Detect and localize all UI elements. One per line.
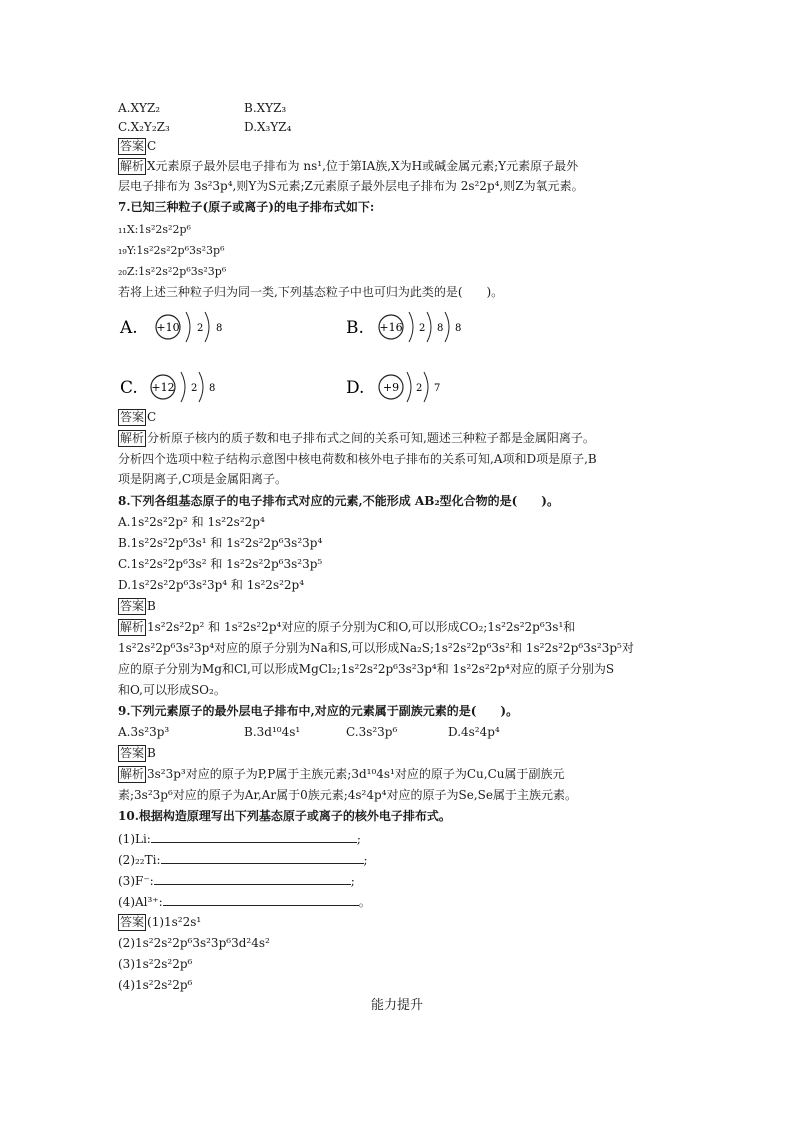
answer-tag: 答案: [120, 139, 145, 153]
analysis-tag: 解析: [120, 159, 145, 173]
q10-answer-2: (2)1s²2s²2p⁶3s²3p⁶3d²4s²: [118, 936, 270, 950]
q10-part3-blank[interactable]: [154, 872, 351, 885]
q10-part2: [118, 851, 368, 869]
diagram-b-shell2: 8: [437, 323, 444, 334]
q9-option-a: A.3s²3p³: [118, 725, 170, 739]
diagram-a-label: A.: [120, 318, 138, 338]
diagram-b-shell1-arc: [409, 312, 413, 342]
analysis-tag: 解析: [120, 620, 145, 634]
q8-analysis-line1: 1s²2s²2p² 和 1s²2s²2p⁴对应的原子分别为C和O,可以形成CO₂;1s²2s²2p⁶3s¹和: [147, 620, 576, 634]
diagram-d-shell2: 7: [434, 383, 441, 394]
q10-answer-3: (3)1s²2s²2p⁶: [118, 957, 193, 971]
q7-analysis: [118, 430, 595, 447]
q10-part2-blank[interactable]: [161, 851, 364, 864]
q8-stem: 8.下列各组基态原子的电子排布式对应的元素,不能形成 AB₂型化合物的是( )。: [118, 494, 559, 508]
q10-answer: [118, 914, 201, 931]
q10-part1: [118, 830, 361, 848]
q9-analysis-line1: 3s²3p³对应的原子为P,P属于主族元素;3d¹⁰4s¹对应的原子为Cu,Cu属于副族元: [147, 767, 565, 781]
diagram-a-shell2-arc: [205, 312, 209, 342]
q10-part4-label: (4)Al³⁺:: [118, 895, 163, 909]
q10-part1-end: ;: [356, 832, 361, 846]
answer-tag: 答案: [120, 746, 145, 760]
q6-analysis-line2: 层电子排布为 3s²3p⁴,则Y为S元素;Z元素原子最外层电子排布为 2s²2p⁴,则Z为氧元素。: [118, 179, 584, 193]
q10-part2-end: ;: [363, 853, 368, 867]
q6-option-c: C.X₂Y₂Z₃: [118, 120, 170, 134]
diagram-b-shell3-arc: [445, 312, 449, 342]
q9-stem: 9.下列元素原子的最外层电子排布中,对应的元素属于副族元素的是( )。: [118, 704, 519, 718]
q10-answer-1: (1)1s²2s¹: [147, 915, 202, 929]
q8-analysis: [118, 619, 575, 636]
q8-analysis-line3: 应的原子分别为Mg和Cl,可以形成MgCl₂;1s²2s²2p⁶3s²3p⁴和 1s²2s²2p⁴对应的原子分别为S: [118, 662, 615, 676]
answer-tag: 答案: [120, 915, 145, 929]
q10-part2-label: (2)₂₂Ti:: [118, 853, 161, 867]
diagram-c-shell1: 2: [191, 383, 198, 394]
diagram-option-d: [346, 372, 440, 402]
q8-analysis-line4: 和O,可以形成SO₂。: [118, 683, 226, 697]
q8-option-c: C.1s²2s²2p⁶3s² 和 1s²2s²2p⁶3s²3p⁵: [118, 557, 323, 571]
q9-answer-value: B: [147, 746, 156, 760]
q10-part4: [118, 893, 371, 911]
analysis-tag: 解析: [120, 431, 145, 445]
q8-answer-value: B: [147, 599, 156, 613]
q10-part4-blank[interactable]: [163, 893, 359, 906]
diagram-a-shell2: 8: [216, 323, 223, 334]
q7-analysis-line2: 分析四个选项中粒子结构示意图中核电荷数和核外电子排布的关系可知,A项和D项是原子,B: [118, 452, 597, 466]
diagram-b-shell1: 2: [419, 323, 426, 334]
diagram-b-shell3: 8: [455, 323, 462, 334]
diagram-b-label: B.: [346, 318, 364, 338]
diagram-a-charge: +10: [156, 321, 180, 334]
q6-answer: [118, 138, 156, 155]
q8-option-a: A.1s²2s²2p² 和 1s²2s²2p⁴: [118, 515, 265, 529]
q10-part3-label: (3)F⁻:: [118, 874, 154, 888]
q7-answer: [118, 409, 156, 426]
q9-analysis: [118, 766, 565, 783]
diagram-option-c: [120, 372, 215, 402]
q9-option-c: C.3s²3p⁶: [346, 725, 398, 739]
q6-option-a: A.XYZ₂: [118, 101, 161, 115]
diagram-d-charge: +9: [382, 381, 400, 394]
q6-option-b: B.XYZ₃: [244, 101, 287, 115]
q6-analysis-line1: X元素原子最外层电子排布为 ns¹,位于第ⅠA族,X为H或碱金属元素;Y元素原子最外: [147, 159, 579, 173]
q8-option-d: D.1s²2s²2p⁶3s²3p⁴ 和 1s²2s²2p⁴: [118, 578, 305, 592]
q6-analysis: [118, 158, 578, 175]
q10-part3: [118, 872, 355, 890]
q9-analysis-line2: 素;3s²3p⁶对应的原子为Ar,Ar属于0族元素;4s²4p⁴对应的原子为Se,Se属于主族元素。: [118, 788, 577, 802]
q10-answer-4: (4)1s²2s²2p⁶: [118, 978, 193, 992]
diagram-c-shell1-arc: [181, 372, 185, 402]
answer-tag: 答案: [120, 410, 145, 424]
diagram-c-charge: +12: [151, 381, 175, 394]
diagram-a-shell1: 2: [197, 323, 204, 334]
diagram-c-label: C.: [120, 378, 138, 398]
q8-analysis-line2: 1s²2s²2p⁶3s²3p⁴对应的原子分别为Na和S,可以形成Na₂S;1s²2s²2p⁶3s²和 1s²2s²2p⁶3s²3p⁵对: [118, 641, 634, 655]
q6-answer-value: C: [147, 139, 157, 153]
diagram-b-shell2-arc: [427, 312, 431, 342]
q7-x-config: ₁₁X:1s²2s²2p⁶: [118, 223, 191, 236]
q7-stem: 7.已知三种粒子(原子或离子)的电子排布式如下:: [118, 200, 375, 214]
diagram-option-a: [119, 312, 222, 342]
diagram-d-shell2-arc: [424, 372, 428, 402]
diagram-a-shell1-arc: [186, 312, 190, 342]
q10-part3-end: ;: [350, 874, 355, 888]
q8-answer: [118, 598, 156, 615]
diagram-c-shell2: 8: [209, 383, 216, 394]
q10-part1-label: (1)Li:: [118, 832, 151, 846]
diagram-d-shell1-arc: [407, 372, 411, 402]
q10-part1-blank[interactable]: [151, 830, 357, 843]
q6-option-d: D.X₃YZ₄: [244, 120, 292, 134]
q9-option-b: B.3d¹⁰4s¹: [244, 725, 301, 739]
q8-option-b: B.1s²2s²2p⁶3s¹ 和 1s²2s²2p⁶3s²3p⁴: [118, 536, 323, 550]
q7-analysis-line3: 项是阴离子,C项是金属阳离子。: [118, 472, 287, 486]
q10-stem: 10.根据构造原理写出下列基态原子或离子的核外电子排布式。: [118, 809, 451, 823]
diagram-c-shell2-arc: [199, 372, 203, 402]
q7-question: 若将上述三种粒子归为同一类,下列基态粒子中也可归为此类的是( )。: [118, 285, 504, 299]
q7-atom-diagrams: [118, 308, 478, 408]
answer-tag: 答案: [120, 599, 145, 613]
diagram-option-b: [346, 312, 461, 342]
q9-option-d: D.4s²4p⁴: [448, 725, 500, 739]
analysis-tag: 解析: [120, 767, 145, 781]
q7-analysis-line1: 分析原子核内的质子数和电子排布式之间的关系可知,题述三种粒子都是金属阳离子。: [147, 431, 595, 445]
q7-z-config: ₂₀Z:1s²2s²2p⁶3s²3p⁶: [118, 265, 227, 278]
diagram-b-charge: +16: [379, 321, 403, 334]
diagram-d-shell1: 2: [416, 383, 423, 394]
diagram-d-label: D.: [346, 378, 365, 398]
q7-y-config: ₁₉Y:1s²2s²2p⁶3s²3p⁶: [118, 244, 225, 257]
q9-answer: [118, 745, 156, 762]
q10-part4-end: 。: [358, 895, 371, 909]
section-heading: 能力提升: [370, 998, 423, 1013]
q7-answer-value: C: [147, 410, 157, 424]
